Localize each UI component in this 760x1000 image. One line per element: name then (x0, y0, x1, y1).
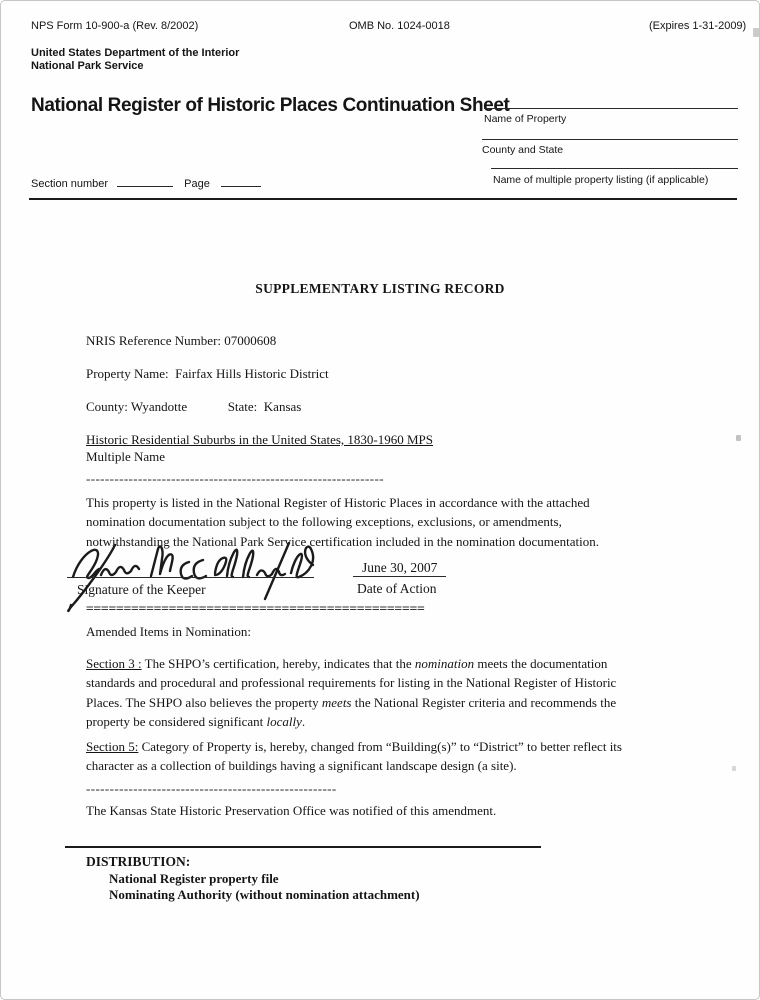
section3-line (86, 654, 616, 673)
section3-line (86, 712, 616, 731)
section3-italic: nomination (414, 656, 475, 671)
agency-name: National Park Service (31, 60, 144, 72)
certification-line: notwithstanding the National Park Service certification included in the nomination documentation. (86, 533, 600, 549)
multiple-listing-field (491, 168, 738, 169)
section5-paragraph (86, 737, 622, 776)
distribution-heading: DISTRIBUTION: (86, 854, 191, 869)
date-of-action-value (353, 558, 446, 577)
section3-italic: locally (266, 713, 302, 729)
county-state-field (482, 139, 738, 140)
county-value: Wyandotte (130, 399, 188, 414)
section5-line: character as a collection of buildings having a significant landscape design (a site). (86, 758, 517, 774)
equals-divider: ============================================= (86, 600, 425, 615)
section3-text: property be considered significant (86, 713, 267, 729)
header-divider-rule (29, 198, 737, 200)
date-of-action-caption: Date of Action (357, 581, 437, 596)
section5-text: Category of Property is, hereby, changed from “Building(s)” to “District” to better reflect its (138, 739, 622, 754)
certification-line: This property is listed in the National Register of Historic Places in accordance with the attached (86, 495, 590, 510)
dashed-divider-top: --------------------------------------------------------------- (86, 471, 384, 486)
amended-items-heading: Amended Items in Nomination: (86, 624, 252, 639)
distribution-item: Nominating Authority (without nomination attachment) (109, 887, 420, 902)
section3-text: . (301, 713, 306, 729)
multiple-name-title: Historic Residential Suburbs in the United States, 1830-1960 MPS (86, 432, 434, 447)
section5-label: Section 5: (86, 739, 139, 754)
state-label: State: (227, 399, 258, 414)
section5-line (86, 737, 622, 756)
section-number-label: Section number (31, 178, 109, 190)
section3-line (86, 693, 616, 712)
omb-number: OMB No. 1024-0018 (349, 20, 450, 32)
department-name: United States Department of the Interior (31, 47, 240, 59)
scan-speck (732, 766, 736, 771)
distribution-item: National Register property file (109, 871, 279, 886)
nris-value: 07000608 (224, 333, 277, 348)
multiple-listing-label: Name of multiple property listing (if applicable) (493, 174, 709, 186)
county-state-label: County and State (482, 144, 564, 156)
property-name-label: Property Name: (86, 366, 169, 381)
section3-text: The SHPO’s certification, hereby, indicates that the (141, 656, 415, 671)
signature-line (67, 577, 314, 578)
section3-text: the National Register criteria and recommends the (351, 694, 617, 710)
section-number-field (117, 175, 173, 187)
distribution-rule (65, 846, 541, 848)
dashed-divider-bottom: ----------------------------------------------------- (86, 781, 337, 796)
scan-speck (753, 28, 759, 37)
section3-paragraph (86, 654, 616, 731)
section3-text: Places. The SHPO also believes the property (86, 694, 322, 710)
page-field (221, 175, 261, 187)
date-value: June 30, 2007 (353, 560, 446, 577)
section3-label: Section 3 : (86, 656, 142, 671)
form-title: National Register of Historic Places Continuation Sheet (31, 95, 510, 116)
property-name-value: Fairfax Hills Historic District (175, 366, 329, 381)
notification-line: The Kansas State Historic Preservation Office was notified of this amendment. (86, 803, 497, 818)
nris-reference-line (86, 331, 276, 350)
name-of-property-field (484, 108, 738, 109)
section-number-row (31, 175, 261, 191)
nris-label: NRIS Reference Number: (86, 333, 222, 348)
record-heading: SUPPLEMENTARY LISTING RECORD (255, 281, 505, 296)
section3-text: meets the documentation (474, 656, 608, 671)
state-value: Kansas (263, 399, 302, 414)
form-number: NPS Form 10-900-a (Rev. 8/2002) (31, 20, 199, 32)
certification-line: nomination documentation subject to the following exceptions, exclusions, or amendments, (86, 514, 562, 530)
property-name-line (86, 364, 329, 383)
section3-italic: meets (321, 694, 352, 710)
multiple-name-caption: Multiple Name (86, 449, 166, 464)
section3-line: standards and procedural and professional requirements for listing in the National Register of Historic (86, 675, 617, 691)
scan-speck (736, 435, 741, 441)
county-state-line (86, 397, 301, 416)
page-label: Page (184, 178, 210, 190)
county-label: County: (86, 399, 128, 414)
signature-caption: Signature of the Keeper (77, 582, 206, 597)
name-of-property-label: Name of Property (484, 113, 567, 125)
expires-note: (Expires 1-31-2009) (649, 20, 747, 32)
